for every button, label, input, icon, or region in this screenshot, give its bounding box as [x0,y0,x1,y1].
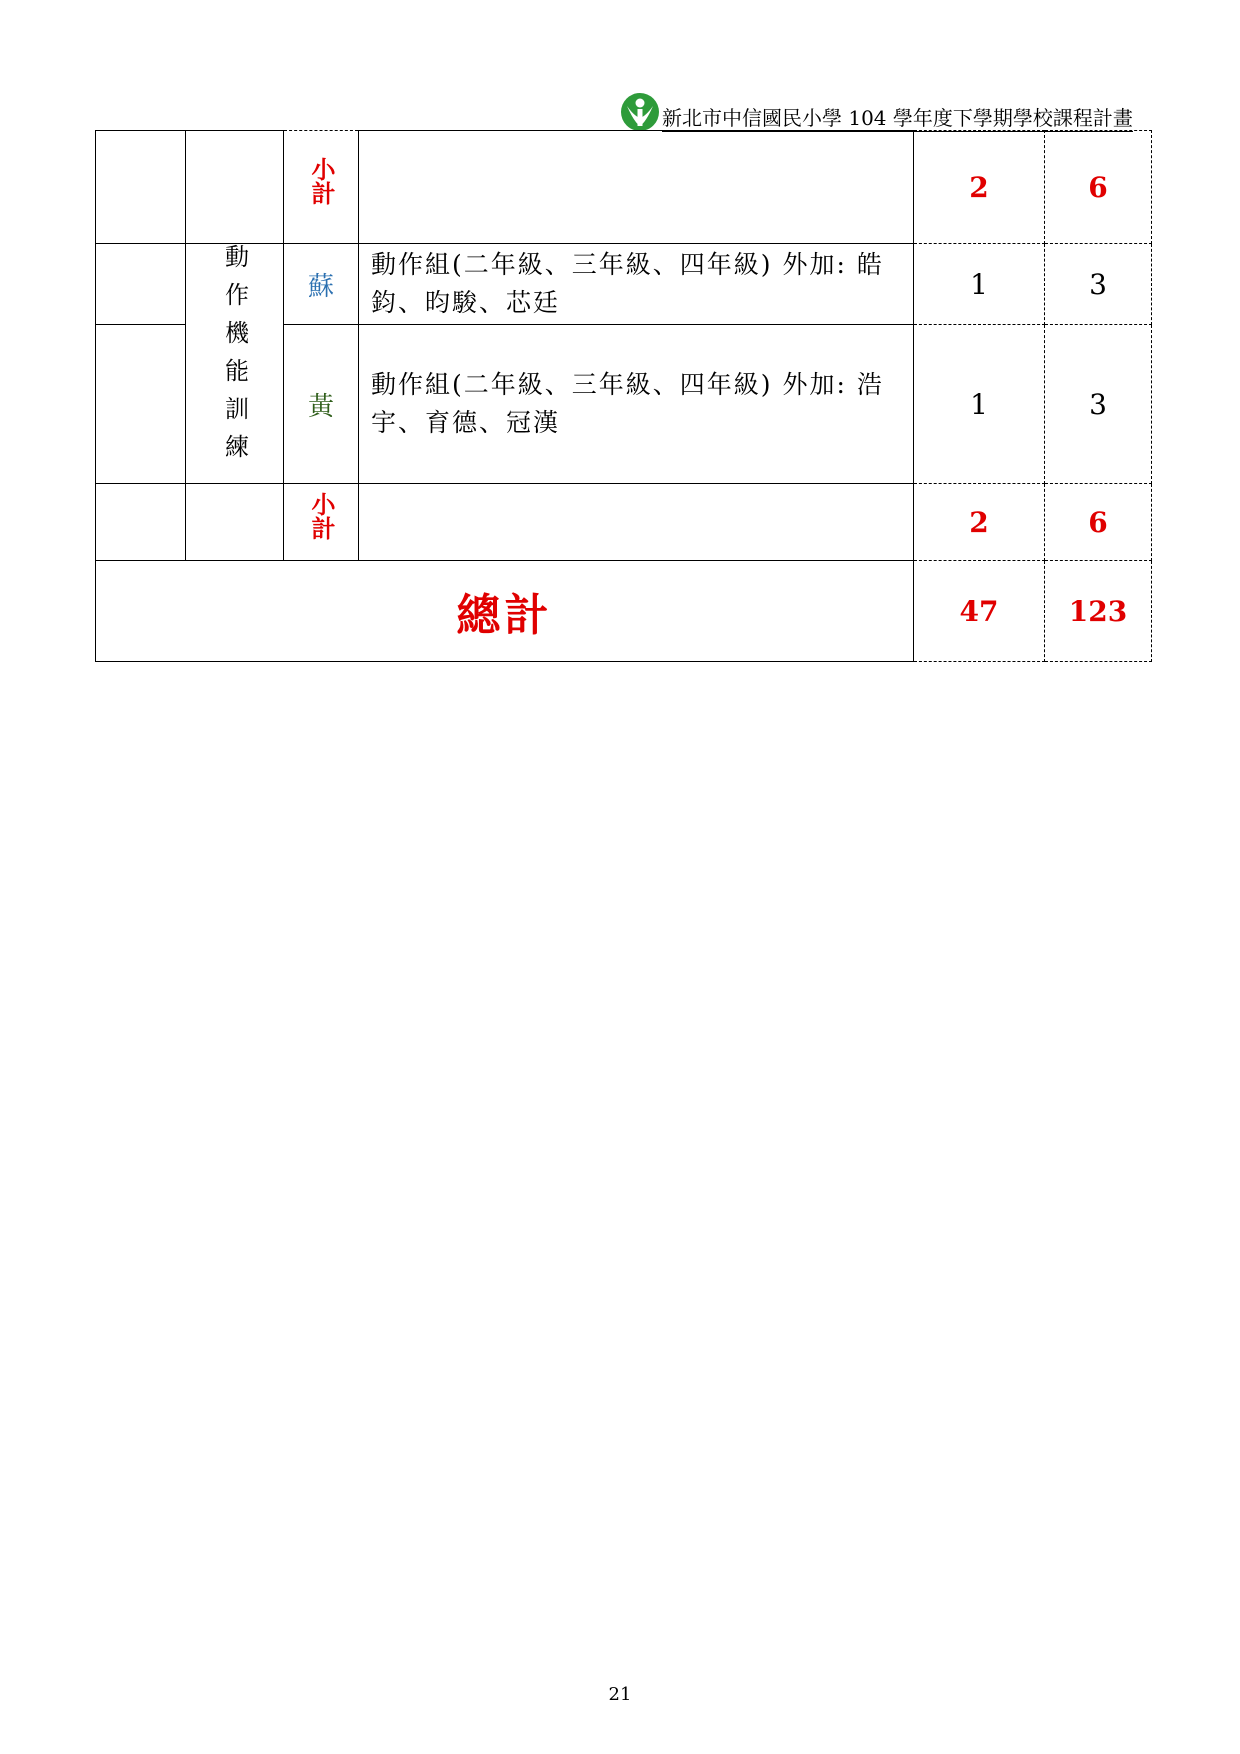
subtotal-label [284,492,358,552]
group-name-cell [186,244,284,484]
subtotal-label [284,157,358,217]
sessions-value: 6 [1045,484,1152,561]
subtotal-label-text: 小計 [307,492,336,540]
total-sessions: 123 [1045,561,1152,662]
group-description: 動作組(二年級、三年級、四年級) 外加: 浩宇、育德、冠漢 [359,325,914,484]
periods-value: 1 [914,244,1045,325]
group-description: 動作組(二年級、三年級、四年級) 外加: 皓鈞、昀駿、芯廷 [359,244,914,325]
subtotal-label-text: 小計 [307,157,336,205]
sessions-value: 3 [1045,244,1152,325]
page-number: 21 [608,1684,632,1705]
empty-cell [96,131,186,244]
subtotal-cell [284,131,359,244]
empty-cell [96,484,186,561]
table-row [96,244,1152,325]
page-header [620,88,1140,132]
total-periods: 47 [914,561,1045,662]
periods-value: 1 [914,325,1045,484]
empty-cell [186,131,284,244]
school-logo-icon [620,92,660,132]
table-row [96,561,1152,662]
table-row [96,484,1152,561]
teacher-name: 黃 [284,325,359,484]
course-table [95,130,1152,662]
group-name: 動作機能訓練 [220,244,249,472]
empty-cell [96,244,186,325]
header-title: 新北市中信國民小學 104 學年度下學期學校課程計畫 [662,106,1133,130]
sessions-value: 6 [1045,131,1152,244]
total-label: 總計 [96,561,914,662]
description-cell [359,484,914,561]
periods-value: 2 [914,131,1045,244]
periods-value: 2 [914,484,1045,561]
description-cell [359,131,914,244]
empty-cell [186,484,284,561]
empty-cell [96,325,186,484]
subtotal-cell [284,484,359,561]
sessions-value: 3 [1045,325,1152,484]
table-row [96,131,1152,244]
teacher-name: 蘇 [284,244,359,325]
